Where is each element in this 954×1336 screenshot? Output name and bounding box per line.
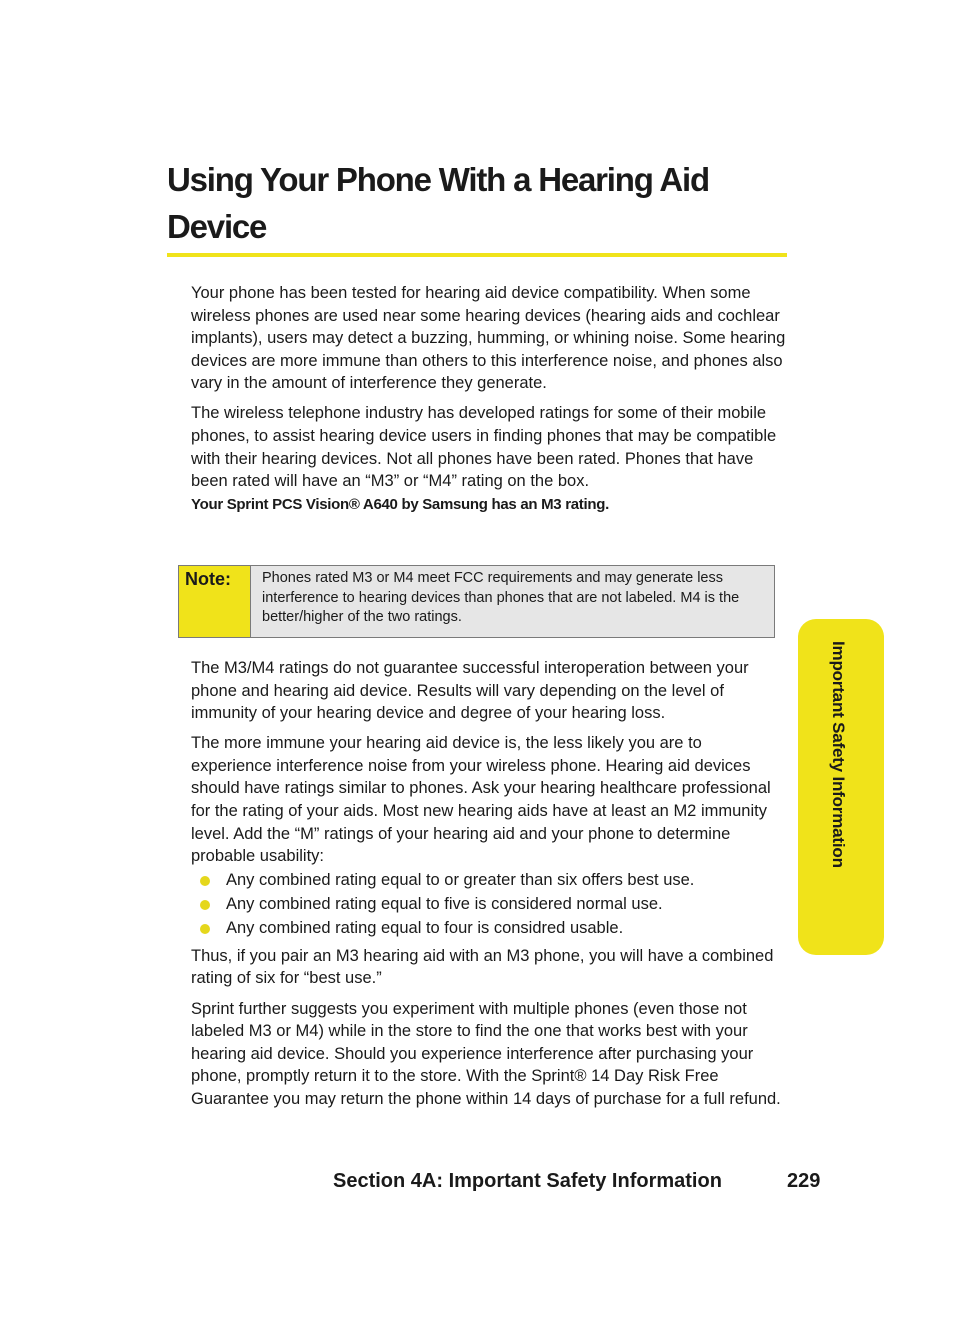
paragraph-guarantee: The M3/M4 ratings do not guarantee successful interoperation between your phone and hearing aid device. Results will vary depending on the level of immunity of your hearing device and degree of your hearing loss. [191,659,749,723]
paragraph-immunity: The more immune your hearing aid device is, the less likely you are to experience interference noise from your wireless phone. Hearing aid devices should have ratings similar to phones. Ask your hearing healthcare professional for the rating of your aids. Most new hearing aids have at least an M2 immunity level. Add the “M” ratings of your hearing aid and your phone to determine probable usability: [191,734,771,866]
paragraph-suggestion: Sprint further suggests you experiment with multiple phones (even those not labeled M3 or M4) while in the store to find the one that works best with your hearing aid device. Should you experience interference after purchasing your phone, promptly return it to the store. With the Sprint® 14 Day Risk Free Guarantee you may return the phone within 14 days of purchase for a full refund. [191,999,781,1108]
side-tab-label: Important Safety Information [829,641,848,868]
intro-text-block [191,282,787,524]
list-item [191,868,787,892]
list-item [191,916,787,940]
bullet-icon [200,900,210,910]
bullet-icon [200,876,210,886]
bullet-icon [200,924,210,934]
title-underline [167,253,787,257]
section-side-tab [798,619,884,955]
rating-bullet-list [191,868,787,940]
list-item-text: Any combined rating equal to five is considered normal use. [226,894,663,913]
paragraph-example: Thus, if you pair an M3 hearing aid with an M3 phone, you will have a combined rating of six for “best use.” [191,946,774,988]
list-item-text: Any combined rating equal to or greater than six offers best use. [226,870,695,889]
paragraph-ratings [191,402,787,516]
page-number: 229 [787,1170,821,1192]
note-label: Note: [179,566,251,637]
footer-section-title: Section 4A: Important Safety Information [333,1170,722,1192]
list-item [191,892,787,916]
rating-statement: Your Sprint PCS Vision® A640 by Samsung has an M3 rating. [191,495,609,513]
list-item-text: Any combined rating equal to four is considred usable. [226,918,624,937]
page-title: Using Your Phone With a Hearing Aid Device [167,161,709,245]
main-text-block [191,657,787,1118]
note-box [178,565,775,638]
paragraph-ratings-text: The wireless telephone industry has developed ratings for some of their mobile phones, to assist hearing device users in finding phones that may be compatible with their hearing devices. Not all phones have been rated. Phones that have been rated will have an “M3” or “M4” rating on the box. [191,404,777,491]
note-text: Phones rated M3 or M4 meet FCC requirements and may generate less interference to hearing devices than phones that are not labeled. M4 is the better/higher of the two ratings. [251,566,774,637]
paragraph-compatibility: Your phone has been tested for hearing aid device compatibility. When some wireless phones are used near some hearing devices (hearing aids and cochlear implants), users may detect a buzzing, humming, or whining noise. Some hearing devices are more immune than others to this interference noise, and phones also vary in the amount of interference they generate. [191,284,786,393]
